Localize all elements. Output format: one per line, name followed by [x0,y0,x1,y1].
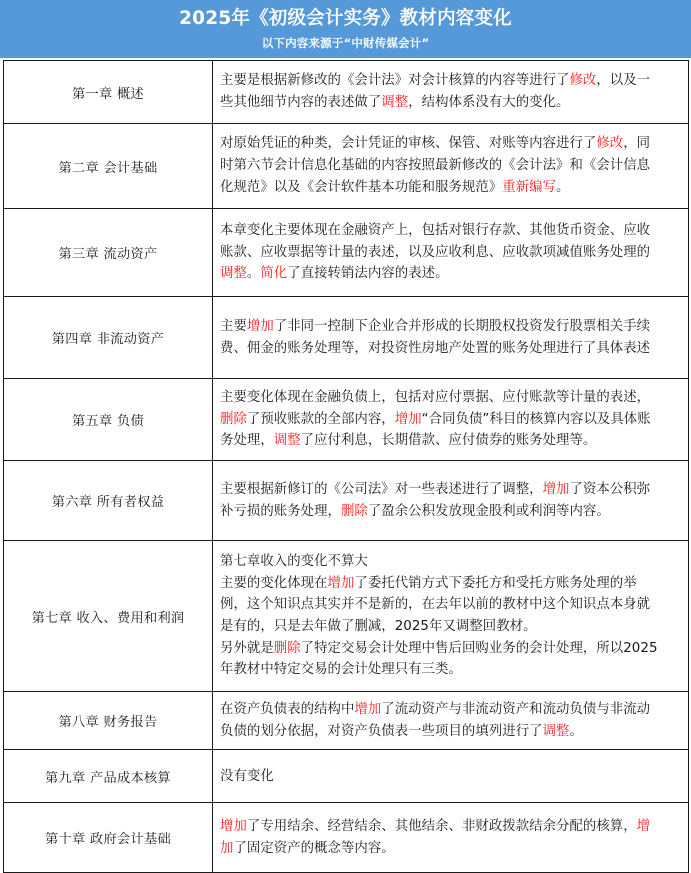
description-text: ，同 [623,136,651,152]
description-text: 主要 [220,318,247,334]
highlighted-change-keyword: 增加 [394,411,422,427]
description-line [220,263,686,285]
highlighted-change-keyword: 加 [220,840,234,856]
table-row [4,297,689,379]
description-text: 了特定交易会计处理中售后回购业务的会计处理，所以2025 [300,640,658,656]
description-line [220,816,686,838]
description-text: 主要变化体现在金融负债上，包括对应付票据、应付账款等计量的表述， [220,389,651,405]
description-text: 。 [569,723,583,739]
description-text: 补亏损的账务处理， [220,503,341,519]
chapter-name-cell: 第三章 流动资产 [4,209,213,297]
highlighted-change-keyword: 调整 [381,95,409,110]
highlighted-change-keyword: 增加 [246,318,274,334]
page-subtitle-source: 以下内容来源于“中财传媒会计” [261,35,430,50]
table-row [4,692,689,750]
highlighted-change-keyword: 调整 [220,266,247,282]
highlighted-change-keyword: 调整 [542,723,570,739]
highlighted-change-keyword: 增加 [327,575,355,591]
description-text: 些其他细节内容的表述做了 [220,95,382,110]
page-header-banner [0,0,691,58]
chapter-change-description-cell [213,379,689,461]
chapter-name-cell: 第二章 会计基础 [4,124,213,209]
description-line [220,501,686,523]
chapter-name-cell: 第七章 收入、费用和利润 [4,541,213,692]
description-text: 了流动资产与非流动资产和流动负债与非流动 [381,702,651,717]
description-text: 例，这个知识点其实并不是新的，在去年以前的教材中这个知识点本身就 [220,597,651,613]
description-text: “合同负债”科目的核算内容以及具体账 [421,411,651,427]
highlighted-change-keyword: 删除 [273,640,301,656]
description-text: 是有的，只是去年做了删减，2025年又调整回教材。 [220,619,537,634]
highlighted-change-keyword: 删除 [220,411,247,427]
highlighted-change-keyword: 简化 [260,266,288,282]
description-text: 主要根据新修订的《公司法》对一些表述进行了调整， [220,481,543,497]
chapter-change-description-cell [213,692,689,750]
chapter-name-cell: 第八章 财务报告 [4,692,213,750]
description-line [220,766,686,788]
description-line [220,70,686,92]
description-text: 了专用结余、经营结余、其他结余、非财政拨款结余分配的核算， [246,819,637,835]
highlighted-change-keyword: 增加 [542,481,570,497]
highlighted-change-keyword: 增 [636,819,651,835]
description-line [220,220,686,242]
table-row [4,209,689,297]
description-text: 务处理， [220,433,274,449]
chapter-name-cell: 第四章 非流动资产 [4,297,213,379]
description-text: 没有变化 [220,768,274,784]
description-line [220,409,686,431]
description-line [220,133,686,155]
table-container [0,58,691,873]
description-text: 本章变化主要体现在金融资产上，包括对银行存款、其他货币资金、应收 [220,222,651,238]
description-line [220,594,686,616]
chapter-name-cell: 第十章 政府会计基础 [4,803,213,873]
table-row [4,541,689,692]
textbook-changes-table [3,60,689,873]
description-line [220,838,686,860]
description-line [220,638,686,660]
description-text: 化规范》以及《会计软件基本功能和服务规范》 [220,179,503,195]
chapter-name-cell: 第五章 负债 [4,379,213,461]
chapter-change-description-cell [213,297,689,379]
description-text: 账款、应收票据等计量的表述，以及应收利息、应收款项减值账务处理的 [220,244,651,260]
chapter-change-description-cell [213,461,689,541]
table-row [4,803,689,873]
description-text: 负债的划分依据，对资产负债表一些项目的填列进行了 [220,723,543,739]
description-text: 了非同一控制下企业合并形成的长期股权投资发行股票相关手续 [273,318,651,334]
chapter-change-description-cell [213,803,689,873]
chapter-change-description-cell [213,209,689,297]
description-line [220,177,686,199]
description-text: 了应付利息，长期借款、应付债券的账务处理等。 [300,433,597,449]
description-line [220,430,686,452]
description-line [220,721,686,743]
description-text: 第七章收入的变化不算大 [220,553,368,569]
highlighted-change-keyword: 修改 [596,136,624,152]
description-line [220,338,686,360]
description-line [220,699,686,721]
description-text: 主要是根据新修改的《会计法》对会计核算的内容等进行了 [220,73,570,89]
description-text: 时第六节会计信息化基础的内容按照最新修改的《会计法》和《会计信息 [220,158,651,174]
description-line [220,242,686,264]
chapter-name-cell: 第九章 产品成本核算 [4,750,213,803]
highlighted-change-keyword: 增加 [354,702,382,717]
description-line [220,316,686,338]
highlighted-change-keyword: 增加 [220,819,247,835]
description-text: 对原始凭证的种类，会计凭证的审核、保管、对账等内容进行了 [220,136,597,152]
description-text: ，以及一 [596,73,651,89]
highlighted-change-keyword: 重新编写 [502,179,557,195]
chapter-change-description-cell [213,541,689,692]
description-text: 费、佣金的账务处理等，对投资性房地产处置的账务处理进行了具体表述 [220,340,651,356]
description-text: 了固定资产的概念等内容。 [233,840,395,856]
page-title: 2025年《初级会计实务》教材内容变化 [179,8,512,30]
table-body [4,61,689,873]
description-text: 了预收账款的全部内容， [246,411,395,427]
highlighted-change-keyword: 修改 [569,73,597,89]
description-text: 年教材中特定交易的会计处理只有三类。 [220,662,462,678]
highlighted-change-keyword: 删除 [340,503,368,519]
description-text: 。 [556,179,570,195]
description-text: 主要的变化体现在 [220,575,328,591]
highlighted-change-keyword: 调整 [273,433,301,449]
description-line [220,551,686,573]
description-line [220,573,686,595]
table-row [4,124,689,209]
chapter-change-description-cell [213,124,689,209]
description-text: 了委托代销方式下委托方和受托方账务处理的举 [354,575,637,591]
description-text: 。 [246,266,261,282]
description-text: 了资本公积弥 [569,481,651,497]
chapter-change-description-cell [213,61,689,124]
table-row [4,61,689,124]
table-row [4,461,689,541]
table-row [4,379,689,461]
description-line [220,155,686,177]
table-row [4,750,689,803]
description-text: 另外就是 [220,640,274,656]
description-text: 了盈余公积发放现金股利或利润等内容。 [367,503,610,519]
chapter-name-cell: 第一章 概述 [4,61,213,124]
description-line [220,479,686,501]
description-line [220,92,686,114]
description-line [220,387,686,409]
description-text: 了直接转销法内容的表述。 [287,266,449,282]
description-line [220,659,686,681]
description-line [220,616,686,638]
chapter-change-description-cell [213,750,689,803]
description-text: 在资产负债表的结构中 [220,702,355,717]
chapter-name-cell: 第六章 所有者权益 [4,461,213,541]
description-text: ，结构体系没有大的变化。 [408,95,570,110]
